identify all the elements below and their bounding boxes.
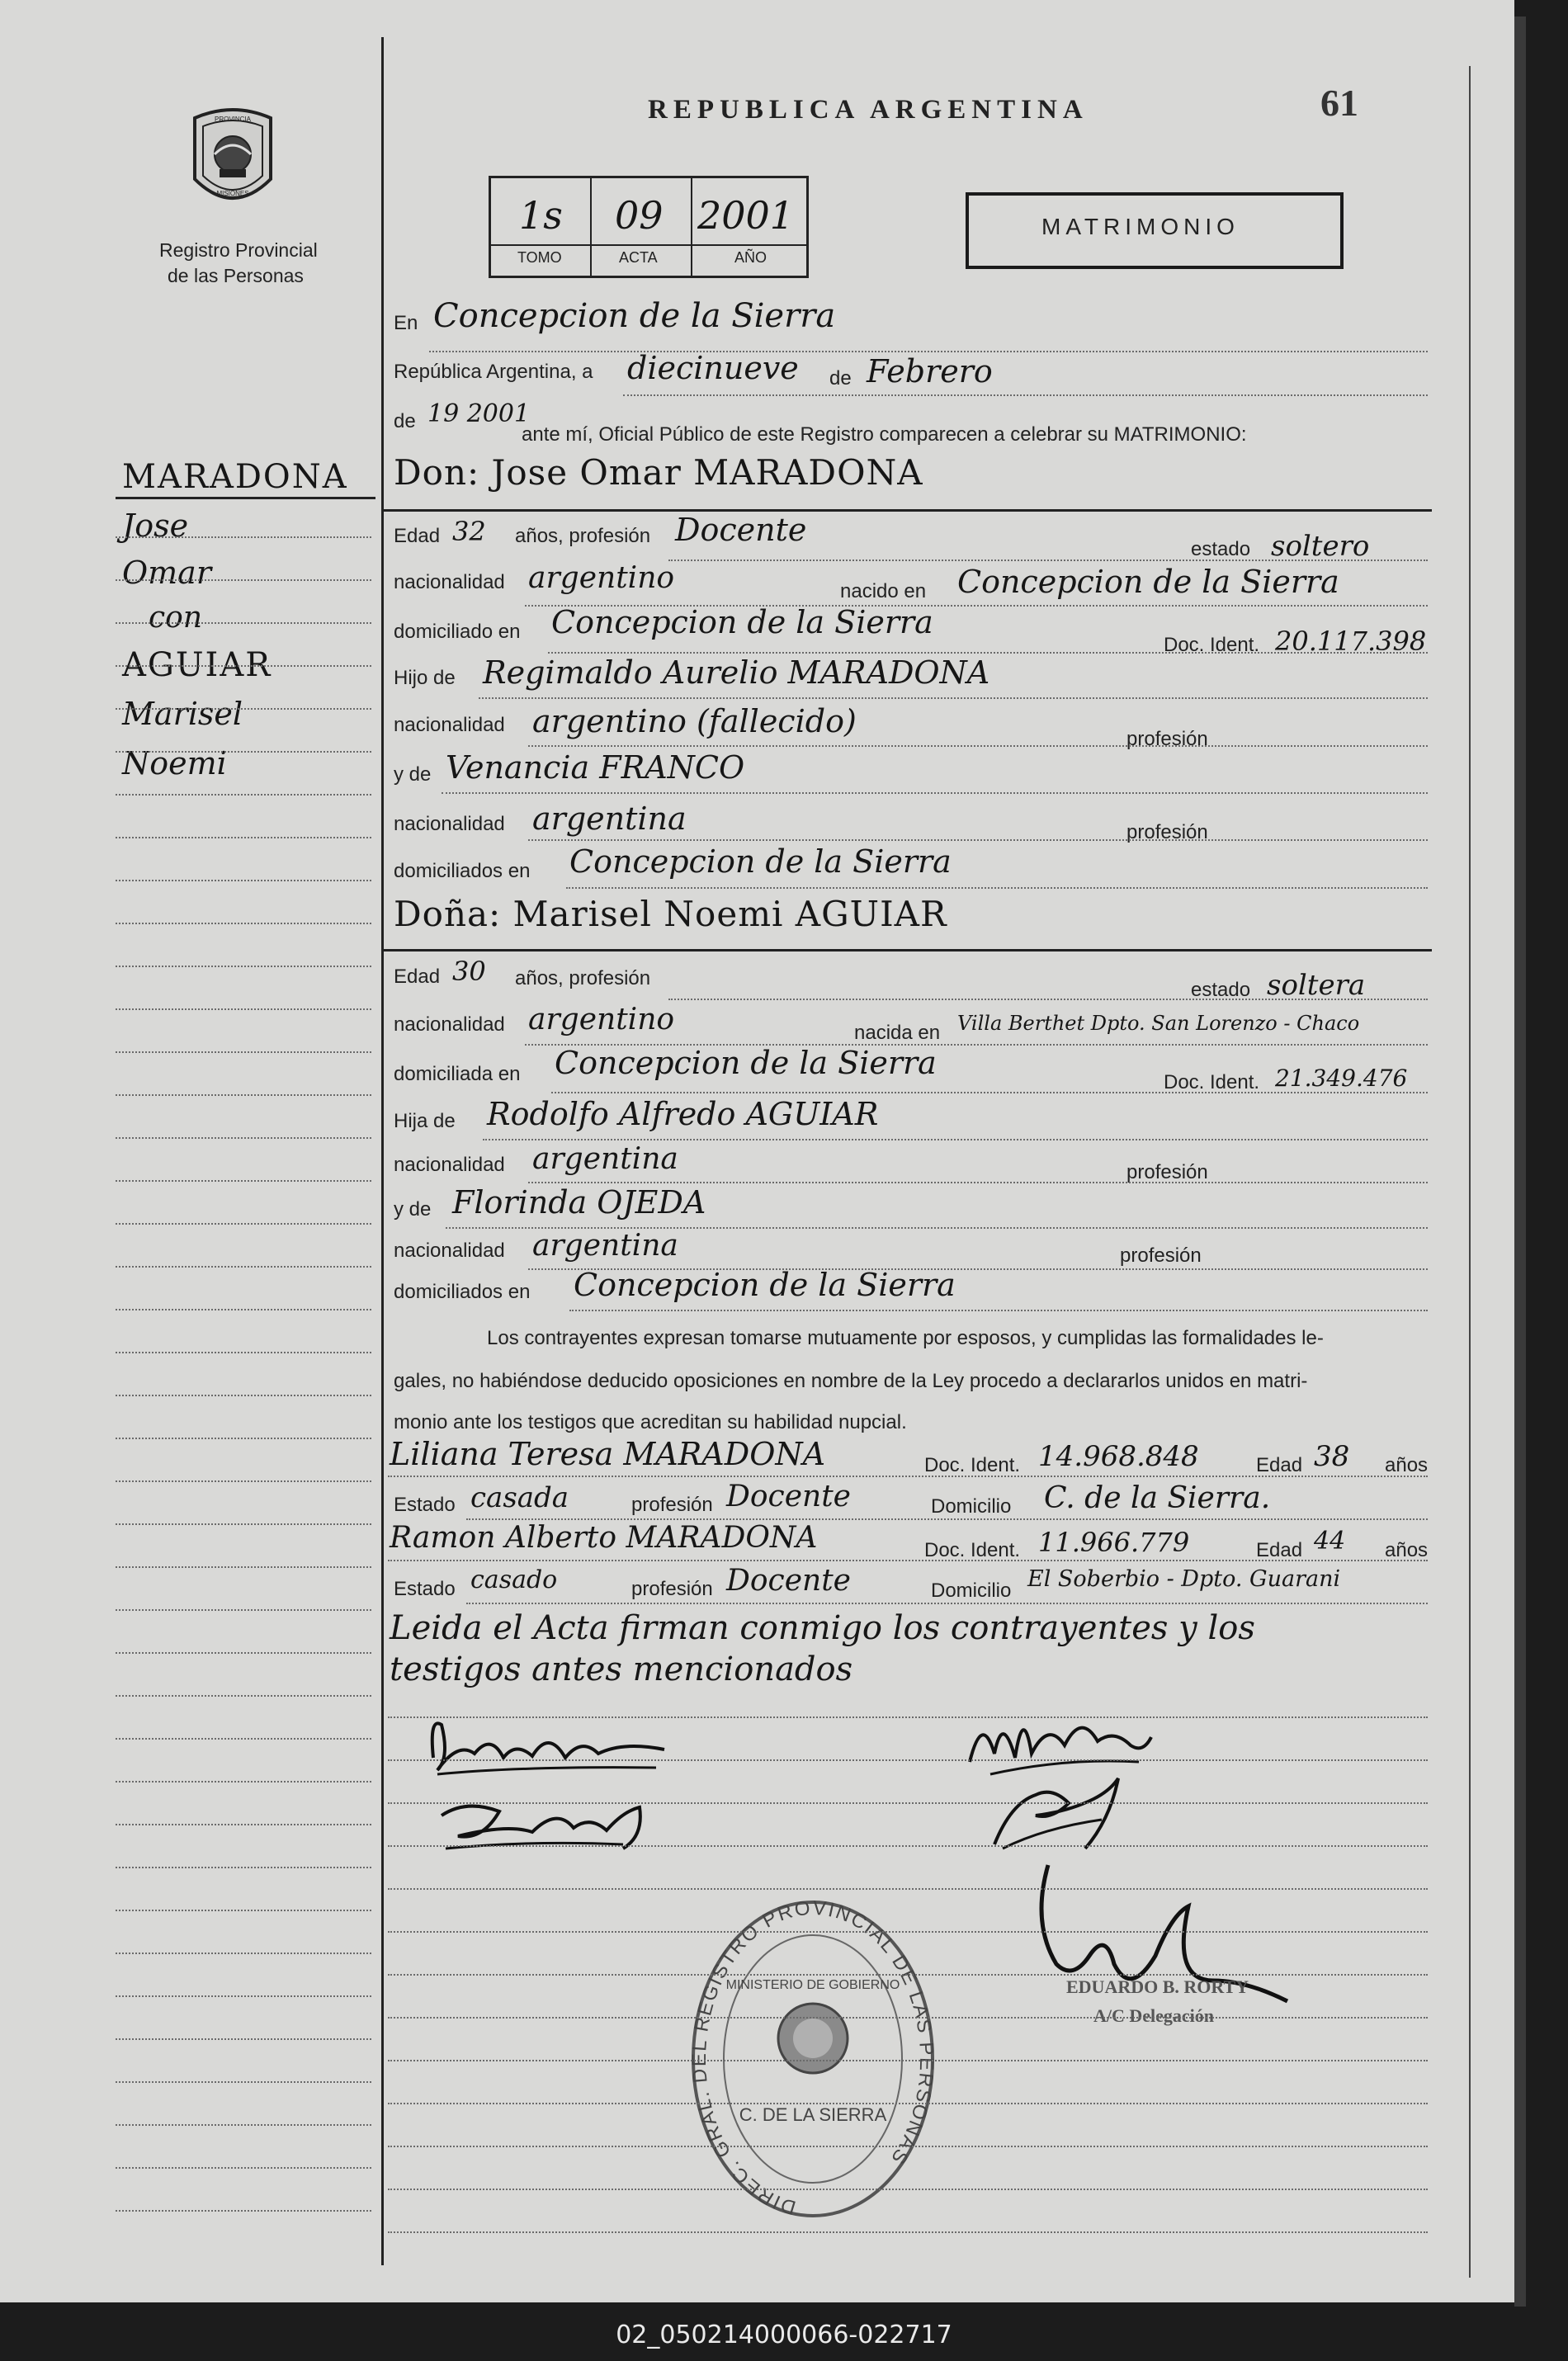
- margin-note-surname: MARADONA: [122, 458, 348, 496]
- margin-ruled-line: [116, 2081, 371, 2083]
- margin-ruled-line: [116, 2210, 371, 2212]
- bride-madre-nac: argentina: [532, 1229, 678, 1263]
- de2-label: de: [394, 410, 416, 432]
- groom-anos-label: años, profesión: [515, 525, 651, 547]
- bride-doms-label: domiciliados en: [394, 1281, 531, 1303]
- witness2-anos-label: años: [1385, 1539, 1429, 1561]
- page-number: 61: [1320, 82, 1358, 124]
- body-ruled-line: [388, 2103, 1428, 2104]
- groom-padres-dom: Concepcion de la Sierra: [569, 843, 952, 880]
- margin-ruled-line: [116, 1910, 371, 1911]
- margin-ruled-line: [116, 1180, 371, 1182]
- dots: [528, 745, 1428, 747]
- witness1-dom-label: Domicilio: [931, 1495, 1012, 1518]
- witness2-profesion: Docente: [726, 1564, 851, 1598]
- margin-ruled-line: [116, 794, 371, 796]
- witness2-name: Ramon Alberto MARADONA: [390, 1521, 818, 1555]
- de-label: de: [829, 367, 852, 390]
- logo-text-top: PROVINCIA: [214, 116, 252, 123]
- margin-ruled-line: [116, 837, 371, 838]
- act-type-box: [966, 192, 1344, 269]
- body-ruled-line: [388, 1759, 1428, 1761]
- margin-ruled-line: [116, 1953, 371, 1954]
- witness1-estado: casada: [470, 1481, 569, 1514]
- intro-statement: ante mí, Oficial Público de este Registro comparecen a celebrar su MATRIMONIO:: [522, 423, 1247, 446]
- margin-ruled-line: [116, 1223, 371, 1225]
- margin-ruled-line: [116, 1094, 371, 1096]
- margin-ruled-line: [116, 1352, 371, 1353]
- margin-ruled-line: [116, 579, 371, 581]
- declaration-line3: monio ante los testigos que acreditan su habilidad nupcial.: [394, 1411, 907, 1433]
- margin-ruled-line: [116, 923, 371, 924]
- registry-line1: Registro Provincial: [159, 239, 318, 261]
- margin-ruled-line: [116, 1566, 371, 1568]
- declaration-line1: Los contrayentes expresan tomarse mutuamente por esposos, y cumplidas las formalidades le-: [487, 1327, 1324, 1349]
- margin-ruled-line: [116, 2167, 371, 2169]
- act-type: MATRIMONIO: [1041, 214, 1240, 239]
- right-border: [1469, 66, 1471, 2278]
- body-ruled-line: [388, 1931, 1428, 1933]
- body-ruled-line: [388, 1974, 1428, 1976]
- groom-doc-label: Doc. Ident.: [1164, 634, 1260, 656]
- misiones-coat-of-arms-icon: [188, 103, 277, 217]
- margin-ruled-line: [116, 1824, 371, 1825]
- groom-estado: soltero: [1271, 530, 1370, 563]
- marriage-month: Febrero: [867, 353, 993, 390]
- bride-hija-label: Hija de: [394, 1110, 456, 1132]
- bride-estado: soltera: [1267, 969, 1366, 1002]
- margin-ruled-line: [116, 1995, 371, 1997]
- acta-value: 09: [615, 193, 664, 238]
- groom-nacionalidad: argentino: [528, 561, 675, 595]
- bride-nac-label: nacionalidad: [394, 1013, 505, 1036]
- witness1-name: Liliana Teresa MARADONA: [390, 1436, 826, 1472]
- witness2-edad: 44: [1314, 1527, 1346, 1556]
- bride-nacida: Villa Berthet Dpto. San Lorenzo - Chaco: [957, 1012, 1360, 1035]
- dots: [623, 394, 1428, 396]
- margin-divider: [381, 37, 384, 2265]
- bride-edad-label: Edad: [394, 966, 441, 988]
- witness1-prof-label: profesión: [631, 1494, 713, 1516]
- bride-estado-label: estado: [1191, 979, 1251, 1001]
- witness1-edad-label: Edad: [1256, 1454, 1303, 1476]
- witness1-edad: 38: [1314, 1440, 1350, 1473]
- witness1-estado-label: Estado: [394, 1494, 456, 1516]
- scan-identifier: 02_050214000066-022717: [616, 2321, 952, 2349]
- bride-yde-label: y de: [394, 1198, 432, 1221]
- body-ruled-line: [388, 2060, 1428, 2061]
- witness2-doc: 11.966.779: [1038, 1527, 1190, 1558]
- margin-note-2: Omar: [122, 555, 212, 591]
- body-ruled-line: [388, 2146, 1428, 2147]
- margin-ruled-line: [116, 1266, 371, 1268]
- groom-doms-label: domiciliados en: [394, 860, 531, 882]
- witness2-signature: [986, 1770, 1126, 1865]
- dots: [442, 792, 1428, 794]
- bride-nacida-label: nacida en: [854, 1022, 941, 1044]
- bride-doc: 21.349.476: [1275, 1065, 1408, 1092]
- bride-doc-label: Doc. Ident.: [1164, 1071, 1260, 1093]
- body-ruled-line: [388, 1845, 1428, 1847]
- dots: [668, 999, 1428, 1000]
- marriage-place: Concepcion de la Sierra: [433, 297, 836, 335]
- margin-ruled-line: [116, 708, 371, 710]
- margin-ruled-line: [116, 880, 371, 881]
- dots: [388, 1560, 1428, 1561]
- groom-edad-label: Edad: [394, 525, 441, 547]
- witness2-edad-label: Edad: [1256, 1539, 1303, 1561]
- body-ruled-line: [388, 2017, 1428, 2019]
- marriage-year: 19 2001: [427, 399, 531, 428]
- page-edge-shadow: [1514, 17, 1526, 2307]
- closing-line2: testigos antes mencionados: [390, 1650, 853, 1688]
- groom-hijo-label: Hijo de: [394, 667, 456, 689]
- groom-yde-label: y de: [394, 763, 432, 786]
- dots: [551, 1092, 1428, 1093]
- margin-note-1: Jose: [122, 508, 189, 544]
- declaration-line2: gales, no habiéndose deducido oposiciones en nombre de la Ley procedo a declararlos unidos en matri-: [394, 1370, 1308, 1392]
- record-number-box: [489, 176, 809, 278]
- groom-madre: Venancia FRANCO: [446, 749, 745, 786]
- groom-profesion: Docente: [675, 512, 807, 548]
- box-divider: [491, 244, 806, 246]
- body-ruled-line: [388, 1888, 1428, 1890]
- witness1-anos-label: años: [1385, 1454, 1429, 1476]
- dots: [528, 1182, 1428, 1183]
- groom-padre-nac-label: nacionalidad: [394, 714, 505, 736]
- margin-ruled-line: [116, 1609, 371, 1611]
- groom-nac-label: nacionalidad: [394, 571, 505, 593]
- margin-ruled-line: [116, 1480, 371, 1482]
- dots: [566, 887, 1428, 889]
- stamp-place: C. DE LA SIERRA: [739, 2104, 887, 2125]
- groom-padre-prof-label: profesión: [1126, 728, 1208, 750]
- groom-signature: [425, 1708, 673, 1787]
- witness1-doc: 14.968.848: [1038, 1440, 1199, 1473]
- margin-note-6: Noemi: [122, 745, 227, 781]
- bride-madre: Florinda OJEDA: [452, 1184, 706, 1221]
- witness2-dom-label: Domicilio: [931, 1580, 1012, 1602]
- margin-ruled-line: [116, 2038, 371, 2040]
- groom-domicilio: Concepcion de la Sierra: [551, 604, 933, 640]
- margin-ruled-line: [116, 1051, 371, 1053]
- bride-name: Doña: Marisel Noemi AGUIAR: [394, 894, 947, 934]
- bride-padres-dom: Concepcion de la Sierra: [574, 1267, 956, 1303]
- margin-ruled-line: [116, 966, 371, 967]
- body-ruled-line: [388, 1716, 1428, 1718]
- dots: [483, 1139, 1428, 1140]
- tomo-value: 1s: [519, 193, 563, 238]
- dots: [466, 1603, 1428, 1604]
- groom-nacido: Concepcion de la Sierra: [957, 564, 1339, 600]
- bride-madre-nac-label: nacionalidad: [394, 1240, 505, 1262]
- groom-madre-prof-label: profesión: [1126, 821, 1208, 843]
- margin-ruled-line: [116, 1867, 371, 1868]
- bride-madre-prof-label: profesión: [1120, 1244, 1202, 1267]
- margin-ruled-line: [116, 1781, 371, 1783]
- margin-ruled-line: [116, 1395, 371, 1396]
- witness2-prof-label: profesión: [631, 1578, 713, 1600]
- bride-nacionalidad: argentino: [528, 1003, 675, 1036]
- witness2-estado: casado: [470, 1565, 558, 1594]
- stamp-text: DIREC. GRAL. DEL REGISTRO PROVINCIAL DE LAS PERSONAS: [689, 1898, 937, 2219]
- dots: [429, 351, 1428, 352]
- groom-madre-nac-label: nacionalidad: [394, 813, 505, 835]
- margin-ruled-line: [116, 2124, 371, 2126]
- groom-padre-nac: argentino (fallecido): [532, 703, 857, 739]
- bride-signature: [433, 1791, 664, 1861]
- bride-domicilio: Concepcion de la Sierra: [555, 1045, 937, 1081]
- groom-dom-label: domiciliado en: [394, 621, 521, 643]
- tomo-label: TOMO: [517, 249, 562, 266]
- officer-name: EDUARDO B. RORTY: [1066, 1976, 1249, 1997]
- witness1-profesion: Docente: [726, 1480, 851, 1513]
- groom-edad: 32: [452, 516, 486, 547]
- witness1-doc-label: Doc. Ident.: [924, 1454, 1021, 1476]
- margin-ruled-line: [116, 751, 371, 753]
- body-ruled-line: [388, 2189, 1428, 2190]
- en-label: En: [394, 312, 418, 334]
- witness2-estado-label: Estado: [394, 1578, 456, 1600]
- groom-madre-nac: argentina: [532, 800, 687, 837]
- logo-text-bottom: MISIONES: [216, 190, 249, 197]
- dots: [668, 560, 1428, 561]
- stamp-inner: MINISTERIO DE GOBIERNO: [725, 1978, 900, 1992]
- margin-note-3: con: [149, 601, 203, 635]
- dots: [528, 839, 1428, 841]
- groom-name: Don: Jose Omar MARADONA: [394, 452, 923, 493]
- ano-label: AÑO: [734, 249, 767, 266]
- bride-padre-prof-label: profesión: [1126, 1161, 1208, 1183]
- witness2-domicilio: El Soberbio - Dpto. Guarani: [1027, 1566, 1341, 1592]
- margin-ruled-line: [116, 665, 371, 667]
- witness2-doc-label: Doc. Ident.: [924, 1539, 1021, 1561]
- groom-estado-label: estado: [1191, 538, 1251, 560]
- bride-padre-nac-label: nacionalidad: [394, 1154, 505, 1176]
- margin-ruled-line: [116, 1738, 371, 1740]
- margin-ruled-line: [116, 622, 371, 624]
- marriage-day: diecinueve: [627, 350, 799, 386]
- ano-value: 2001: [697, 193, 795, 238]
- dots: [548, 652, 1428, 654]
- acta-label: ACTA: [619, 249, 658, 266]
- dots: [388, 1476, 1428, 1477]
- closing-line1: Leida el Acta firman conmigo los contrayentes y los: [390, 1609, 1255, 1647]
- margin-ruled-line: [116, 1523, 371, 1525]
- bride-padre-nac: argentina: [532, 1142, 678, 1176]
- dots: [569, 1310, 1428, 1311]
- margin-note-4: AGUIAR: [122, 646, 272, 684]
- groom-nacido-label: nacido en: [840, 580, 927, 602]
- groom-padre: Regimaldo Aurelio MARADONA: [483, 654, 990, 691]
- body-ruled-line: [388, 2231, 1428, 2233]
- registry-stamp: [689, 1898, 937, 2220]
- witness1-domicilio: C. de la Sierra.: [1044, 1481, 1271, 1515]
- margin-note-underline: [116, 497, 375, 499]
- republic-label: República Argentina, a: [394, 361, 593, 383]
- officer-signature: [1023, 1857, 1296, 2026]
- groom-doc: 20.117.398: [1275, 626, 1427, 657]
- bride-rule: [384, 949, 1432, 951]
- margin-ruled-line: [116, 536, 371, 538]
- margin-ruled-line: [116, 1008, 371, 1010]
- margin-ruled-line: [116, 1438, 371, 1439]
- country-title: REPUBLICA ARGENTINA: [648, 95, 1089, 125]
- officer-role: A/C Delegación: [1093, 2005, 1215, 2026]
- bride-edad: 30: [452, 956, 486, 987]
- bride-anos-label: años, profesión: [515, 967, 651, 989]
- groom-rule: [384, 509, 1432, 512]
- dots: [466, 1518, 1428, 1520]
- margin-ruled-line: [116, 1695, 371, 1697]
- margin-ruled-line: [116, 1137, 371, 1139]
- registry-line2: de las Personas: [168, 265, 304, 286]
- body-ruled-line: [388, 1802, 1428, 1804]
- bride-dom-label: domiciliada en: [394, 1063, 521, 1085]
- margin-ruled-line: [116, 1309, 371, 1310]
- margin-note-5: Marisel: [122, 696, 243, 732]
- bride-padre: Rodolfo Alfredo AGUIAR: [487, 1096, 879, 1132]
- margin-ruled-line: [116, 1652, 371, 1654]
- dots: [479, 697, 1428, 699]
